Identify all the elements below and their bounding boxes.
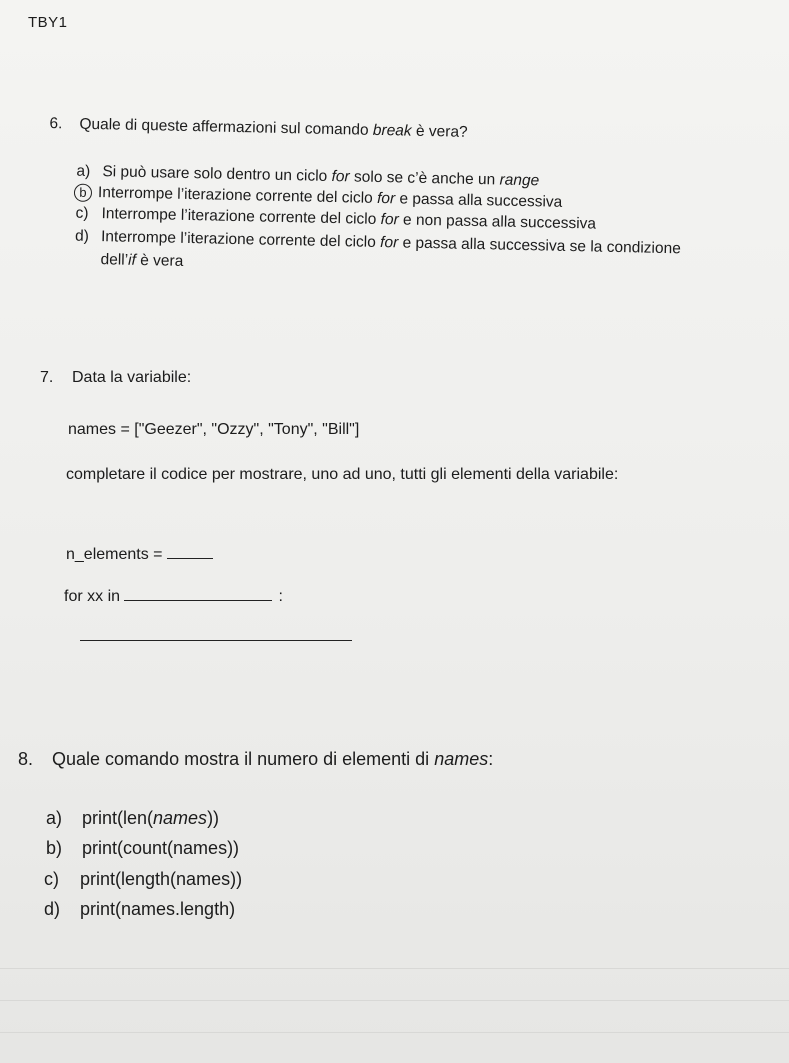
selected-answer-circle: b — [74, 184, 92, 202]
question-8-number: 8. — [18, 749, 34, 769]
q8-option-d: d) print(names.length) — [44, 899, 236, 919]
question-7-instruction: completare il codice per mostrare, uno ad uno, tutti gli elementi della variabile: — [66, 466, 619, 483]
loop-body-blank[interactable] — [80, 640, 352, 641]
q8-option-b: b) print(count(names)) — [46, 838, 240, 858]
keyword-names: names — [434, 749, 489, 769]
q6-option-d: d) Interrompe l’iterazione corrente del ciclo for e passa alla successiva se la condizione — [74, 227, 681, 258]
q6-option-a: a) Si può usare solo dentro un ciclo for solo se c’è anche un range — [76, 162, 540, 190]
faint-rule-line — [0, 1000, 789, 1001]
faint-rule-line — [0, 1032, 789, 1033]
question-8-title: 8. Quale comando mostra il numero di elementi di names: — [18, 749, 494, 769]
names-code-line: names = ["Geezer", "Ozzy", "Tony", "Bill"] — [68, 421, 360, 438]
keyword-break: break — [372, 121, 412, 140]
for-loop-line: for xx in : — [64, 588, 283, 605]
q6-option-b: b Interrompe l’iterazione corrente del ciclo for e passa alla successiva — [74, 184, 563, 212]
faint-rule-line — [0, 968, 789, 969]
q6-option-c: c) Interrompe l’iterazione corrente del ciclo for e non passa alla successiva — [75, 204, 597, 233]
question-6-title: 6. Quale di queste affermazioni sul comando break è vera? — [49, 115, 468, 141]
question-7-title: 7. Data la variabile: — [40, 369, 192, 386]
page-header-code: TBY1 — [28, 14, 68, 31]
n-elements-line: n_elements = — [66, 546, 213, 564]
q8-option-a: a) print(len(names)) — [46, 808, 220, 828]
q6-option-d-continued: dell’if è vera — [100, 251, 184, 270]
n-elements-blank[interactable] — [167, 558, 213, 559]
for-iterable-blank[interactable] — [124, 600, 272, 601]
question-7-number: 7. — [40, 369, 54, 386]
q8-option-c: c) print(length(names)) — [44, 869, 243, 889]
question-6-number: 6. — [49, 115, 63, 133]
